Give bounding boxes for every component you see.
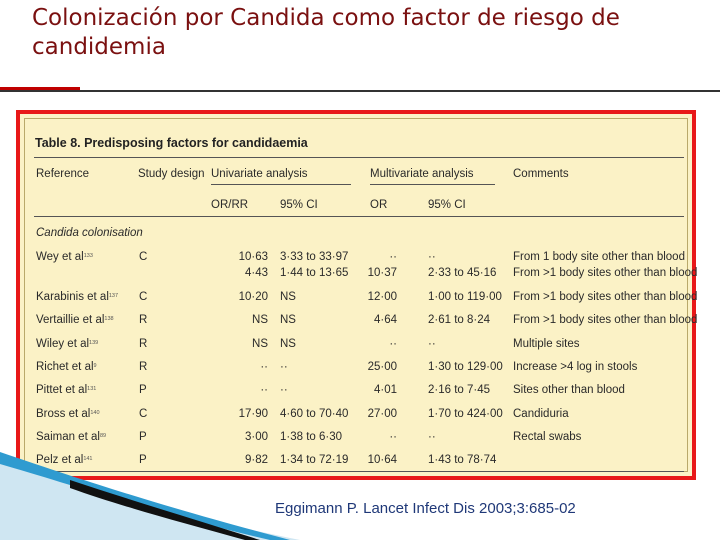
cell-comment: Candiduria (513, 408, 569, 420)
cell-uor: 17·90 (238, 408, 268, 420)
header-reference: Reference (36, 168, 90, 180)
cell-comment: Multiple sites (513, 338, 580, 350)
cell-mor: 25·00 (367, 361, 397, 373)
header-bottom-rule (34, 216, 684, 217)
reference-superscript: 89 (99, 433, 107, 439)
reference-text: Richet et al (36, 361, 94, 373)
table-top-rule (34, 157, 684, 158)
reference-text: Pittet et al (36, 384, 88, 396)
cell-reference (36, 337, 98, 351)
cell-mor: 4·01 (373, 384, 397, 396)
subheader-or-rr: OR/RR (211, 199, 249, 211)
cell-mci: 1·30 to 129·00 (428, 361, 503, 373)
cell-uor: 10·20 (238, 291, 268, 303)
header-comments: Comments (513, 168, 569, 180)
cell-uci: 4·60 to 70·40 (280, 408, 349, 420)
cell-uor: 4·43 (244, 267, 268, 279)
cell-mor: 10·64 (367, 454, 397, 466)
reference-superscript: 139 (89, 340, 99, 346)
cell-uor: NS (252, 314, 268, 326)
reference-superscript: 140 (90, 410, 100, 416)
cell-uci: 1·44 to 13·65 (280, 267, 349, 279)
reference-superscript: 138 (104, 316, 114, 322)
table-title: Table 8. Predisposing factors for candidaemia (35, 136, 308, 150)
cell-mci: 2·16 to 7·45 (428, 384, 491, 396)
cell-mor: 10·37 (367, 267, 397, 279)
cell-mor: 12·00 (367, 291, 397, 303)
decorative-swoosh (0, 440, 300, 540)
cell-comment: Increase >4 log in stools (513, 361, 638, 373)
cell-design: P (139, 431, 147, 443)
cell-uor: ·· (260, 384, 268, 396)
reference-superscript: 137 (108, 293, 119, 299)
cell-reference (36, 360, 97, 374)
cell-uci: 3·33 to 33·97 (280, 251, 349, 263)
section-label: Candida colonisation (36, 227, 143, 239)
cell-design: R (139, 338, 148, 350)
cell-comment: From >1 body sites other than blood (513, 267, 698, 279)
cell-uci: ·· (280, 361, 288, 373)
cell-uor: 10·63 (238, 251, 268, 263)
subheader-ci-univariate: 95% CI (280, 199, 318, 211)
subheader-or: OR (370, 199, 388, 211)
header-univariate: Univariate analysis (211, 168, 308, 180)
cell-comment: From >1 body sites other than blood (513, 291, 698, 303)
cell-design: R (139, 361, 148, 373)
cell-uci: 1·38 to 6·30 (280, 431, 343, 443)
cell-design: C (139, 251, 148, 263)
cell-uor: ·· (260, 361, 268, 373)
cell-mci: 1·00 to 119·00 (428, 291, 502, 303)
reference-superscript: 9 (93, 363, 97, 369)
cell-mor: 27·00 (367, 408, 397, 420)
cell-reference (36, 383, 96, 397)
cell-mor: 4·64 (373, 314, 397, 326)
cell-mor: ·· (389, 251, 397, 263)
reference-text: Saiman et al (36, 431, 100, 443)
cell-design: C (139, 291, 148, 303)
cell-uci: NS (280, 338, 296, 350)
cell-mci: ·· (428, 431, 436, 443)
cell-uor: NS (252, 338, 268, 350)
cell-mci: 1·70 to 424·00 (428, 408, 503, 420)
cell-mci: 2·61 to 8·24 (428, 314, 491, 326)
reference-superscript: 141 (83, 456, 93, 462)
cell-mci: 2·33 to 45·16 (428, 267, 497, 279)
reference-superscript: 133 (83, 253, 93, 259)
reference-text: Vertaillie et al (36, 314, 105, 326)
reference-text: Karabinis et al (36, 291, 109, 303)
cell-design: P (139, 454, 147, 466)
cell-mci: 1·43 to 78·74 (428, 454, 497, 466)
cell-uci: NS (280, 314, 296, 326)
multivariate-rule (370, 184, 495, 185)
cell-reference (36, 313, 114, 327)
cell-comment: Rectal swabs (513, 431, 582, 443)
reference-text: Wiley et al (36, 338, 90, 350)
cell-mor: ·· (389, 431, 397, 443)
subheader-ci-multivariate: 95% CI (428, 199, 466, 211)
cell-uor: 3·00 (244, 431, 268, 443)
cell-design: R (139, 314, 148, 326)
reference-text: Bross et al (36, 408, 91, 420)
cell-uci: 1·34 to 72·19 (280, 454, 349, 466)
header-study-design: Study design (138, 168, 205, 180)
cell-mor: ·· (389, 338, 397, 350)
univariate-rule (211, 184, 351, 185)
cell-uci: ·· (280, 384, 288, 396)
cell-uci: NS (280, 291, 296, 303)
reference-text: Wey et al (36, 251, 84, 263)
cell-mci: ·· (428, 338, 436, 350)
cell-reference (36, 407, 100, 421)
cell-design: P (139, 384, 147, 396)
cell-comment: From 1 body site other than blood (513, 251, 685, 263)
header-multivariate: Multivariate analysis (370, 168, 474, 180)
reference-text: Pelz et al (36, 454, 84, 466)
citation: Eggimann P. Lancet Infect Dis 2003;3:685-02 (275, 500, 576, 517)
slide-title: Colonización por Candida como factor de riesgo de candidemia (32, 5, 620, 60)
reference-superscript: 131 (87, 386, 97, 392)
cell-mci: ·· (428, 251, 436, 263)
cell-design: C (139, 408, 148, 420)
cell-reference (36, 290, 118, 304)
cell-reference (36, 250, 93, 264)
title-divider (0, 90, 720, 92)
cell-comment: From >1 body sites other than blood (513, 314, 698, 326)
cell-uor: 9·82 (244, 454, 268, 466)
cell-comment: Sites other than blood (513, 384, 625, 396)
